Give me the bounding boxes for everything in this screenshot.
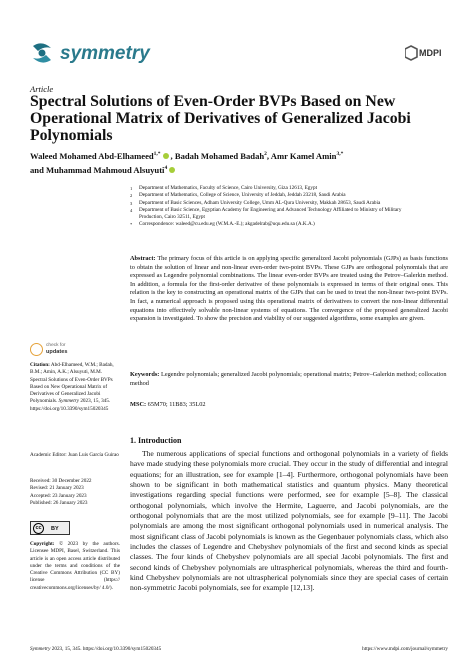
journal-name: symmetry — [60, 43, 150, 64]
affiliation-num: * — [130, 222, 133, 228]
authors-connector: and — [30, 164, 44, 175]
correspondence — [130, 221, 450, 228]
abstract — [130, 255, 448, 324]
check-updates-line1: check for — [46, 343, 66, 348]
citation-rest[interactable]: 2023, 15, 345. https://doi.org/10.3390/sym15020345 — [30, 398, 111, 412]
abstract-text: The primary focus of this article is on applying specific generalized Jacobi polynomials (GJPs) as basis functions to obtain the solution of linear and non-linear even-order two-point BVPs. These GJPs are orthogonal polynomials that are expressed as Legendre polynomial combinations. The linear even-order BVPs are treated using the Petrov–Galerkin method. In addition, a formula for the first-order derivative of these polynomials is expressed in terms of their original ones. This relation is the key to constructing an operational matrix of the GJPs that can be used to treat the non-linear two-point BVPs. In fact, a numerical approach is proposed using this operational matrix of derivatives to convert the non-linear differential equations into effectively solvable non-linear systems of equations. The convergence of the proposed generalized Jacobi expansion is investigated. To show the precision and viability of our suggested algorithms, some examples are given. — [130, 255, 448, 323]
author-1[interactable]: Waleed Mohamed Abd-Elhameed — [30, 150, 154, 161]
orcid-icon[interactable] — [163, 153, 169, 159]
author-4-sup: 4 — [164, 164, 168, 171]
received-date: Received: 30 December 2022 — [30, 478, 92, 484]
affiliation-4 — [130, 207, 450, 222]
editor-label: Academic Editor: — [30, 452, 67, 458]
author-2[interactable]: Badah Mohamed Badah — [174, 150, 265, 161]
check-updates-icon — [30, 343, 43, 356]
mdpi-logo — [405, 44, 445, 64]
footer-left — [30, 646, 161, 653]
msc-label: MSC: — [130, 401, 147, 408]
cc-icon: cc — [33, 523, 44, 534]
citation-text: Abd-Elhameed, W.M.; Badah, B.M.; Amin, A.K.; Alsuyuti, M.M. Spectral Solutions of Even-Order BVPs Based on New Operational Matrix of Derivatives of Generalized Jacobi Polynomials. — [30, 362, 114, 405]
check-updates-line2: updates — [46, 349, 68, 355]
citation-journal: Symmetry — [58, 398, 80, 405]
authors: Waleed Mohamed Abd-Elhameed$^{1,*}$ , Badah Mohamed Badah$^2$, Amr Kamel Amin$^{3,*}$ and Muhammad Mahmoud Alsuyuti$^4$ — [30, 150, 344, 175]
author-2-sup: 2 — [264, 151, 267, 157]
author-3-sup: 3,* — [336, 151, 344, 157]
paper-title: Spectral Solutions of Even-Order BVPs Based on New Operational Matrix of Derivatives of Generalized Jacobi Polynomials — [30, 93, 411, 144]
dates — [30, 478, 120, 507]
footer-journal: Symmetry — [30, 646, 51, 652]
journal-logo — [30, 42, 54, 64]
abstract-label: Abstract: — [130, 255, 156, 262]
publisher-label: MDPI — [419, 48, 442, 58]
keywords-text: Legendre polynomials; generalized Jacobi polynomials; operational matrix; Petrov–Galerkin method; collocation method — [130, 371, 447, 387]
author-3[interactable]: Amr Kamel Amin — [270, 150, 337, 161]
affiliation-num: 1 — [130, 186, 133, 191]
affiliation-text: Department of Basic Science, Egyptian Academy for Engineering and Advanced Technology Affiliated to Ministry of Military Production, Cairo 32511, Egypt — [139, 206, 402, 221]
author-1-sup: 1,* — [153, 151, 161, 157]
affiliation-num: 4 — [130, 207, 133, 213]
cc-license-badge[interactable] — [30, 521, 70, 535]
affiliation-text: Department of Basic Sciences, Adham University College, Umm AL-Qura University, Makkah 28653, Saudi Arabia — [139, 199, 381, 206]
citation — [30, 362, 120, 413]
affiliation-2 — [130, 192, 450, 199]
academic-editor — [30, 452, 120, 459]
correspondence-text[interactable]: Correspondence: waleed@cu.edu.eg (W.M.A.-E.); akgadelrab@uqu.edu.sa (A.K.A.) — [139, 221, 315, 228]
msc — [130, 401, 206, 410]
keywords — [130, 371, 448, 388]
copyright-text: © 2023 by the authors. Licensee MDPI, Basel, Switzerland. This article is an open access article distributed under the terms and conditions of the Creative Commons Attribution (CC BY) license (https:// creativecommons.org/licenses/by/ 4.0/). — [30, 541, 120, 591]
symmetry-logo-icon — [30, 42, 54, 64]
copyright — [30, 541, 120, 592]
affiliation-num: 2 — [130, 193, 133, 199]
msc-text: 65M70; 11B83; 35L02 — [147, 401, 206, 408]
accepted-date: Accepted: 23 January 2023 — [30, 492, 87, 499]
keywords-label: Keywords: — [130, 371, 160, 378]
footer-right[interactable]: https://www.mdpi.com/journal/symmetry — [362, 646, 448, 652]
section-heading-introduction: 1. Introduction — [130, 436, 182, 445]
published-date: Published: 26 January 2023 — [30, 499, 88, 506]
affiliation-text: Department of Mathematics, College of Science, University of Jeddah, Jeddah 23218, Saudi Arabia — [139, 192, 346, 199]
affiliation-3 — [130, 200, 450, 207]
check-for-updates[interactable] — [30, 343, 90, 359]
footer-citation[interactable]: 2023, 15, 345. https://doi.org/10.3390/sym15020345 — [51, 646, 162, 652]
author-4[interactable]: Muhammad Mahmoud Alsuyuti — [46, 164, 165, 175]
article-type: Article — [30, 84, 54, 94]
introduction-text: The numerous applications of special functions and orthogonal polynomials in a variety of fields have made studying these polynomials more crucial. They occur in the study of differential and integral equations; for an illustration, see for example [1–4]. Furthermore, orthogonal polynomials have been shown to be significant in both mathematical statistics and quantum physics. Many theoretical investigations regarding special functions were performed, see for example [5–8]. The classical orthogonal polynomials, which involve the Hermite, Laguerre, and Jacobi polynomials, are the orthogonal polynomials that are the most utilized polynomials, see for example [9–11]. The Jacobi polynomials are among the most significant orthogonal polynomials used in numerical analysis. The most significant class of Jacobi polynomials is known as the Gegenbauer polynomials class, which also includes the classes of Legendre and Chebyshev polynomials of the first and second kinds as special classes. The four kinds of Chebyshev polynomials are all special Jacobi polynomials. The first and second kinds of Chebyshev polynomials are ultraspherical polynomials, whereas the third and fourth-kind Chebyshev polynomials are not ultraspherical polynomials since they are special cases of certain non-symmetric Jacobi polynomials, see for example [12,13]. — [130, 449, 448, 593]
affiliations — [130, 185, 450, 229]
copyright-label: Copyright: — [30, 541, 55, 547]
affiliation-text: Department of Mathematics, Faculty of Science, Cairo University, Giza 12613, Egypt — [139, 185, 318, 191]
affiliation-num: 3 — [130, 200, 133, 206]
citation-label: Citation: — [30, 362, 50, 368]
editor-name: Juan Luis García Guirao — [68, 452, 119, 458]
orcid-icon[interactable] — [169, 167, 175, 173]
cc-by-label: BY — [51, 526, 59, 532]
revised-date: Revised: 21 January 2023 — [30, 485, 84, 492]
